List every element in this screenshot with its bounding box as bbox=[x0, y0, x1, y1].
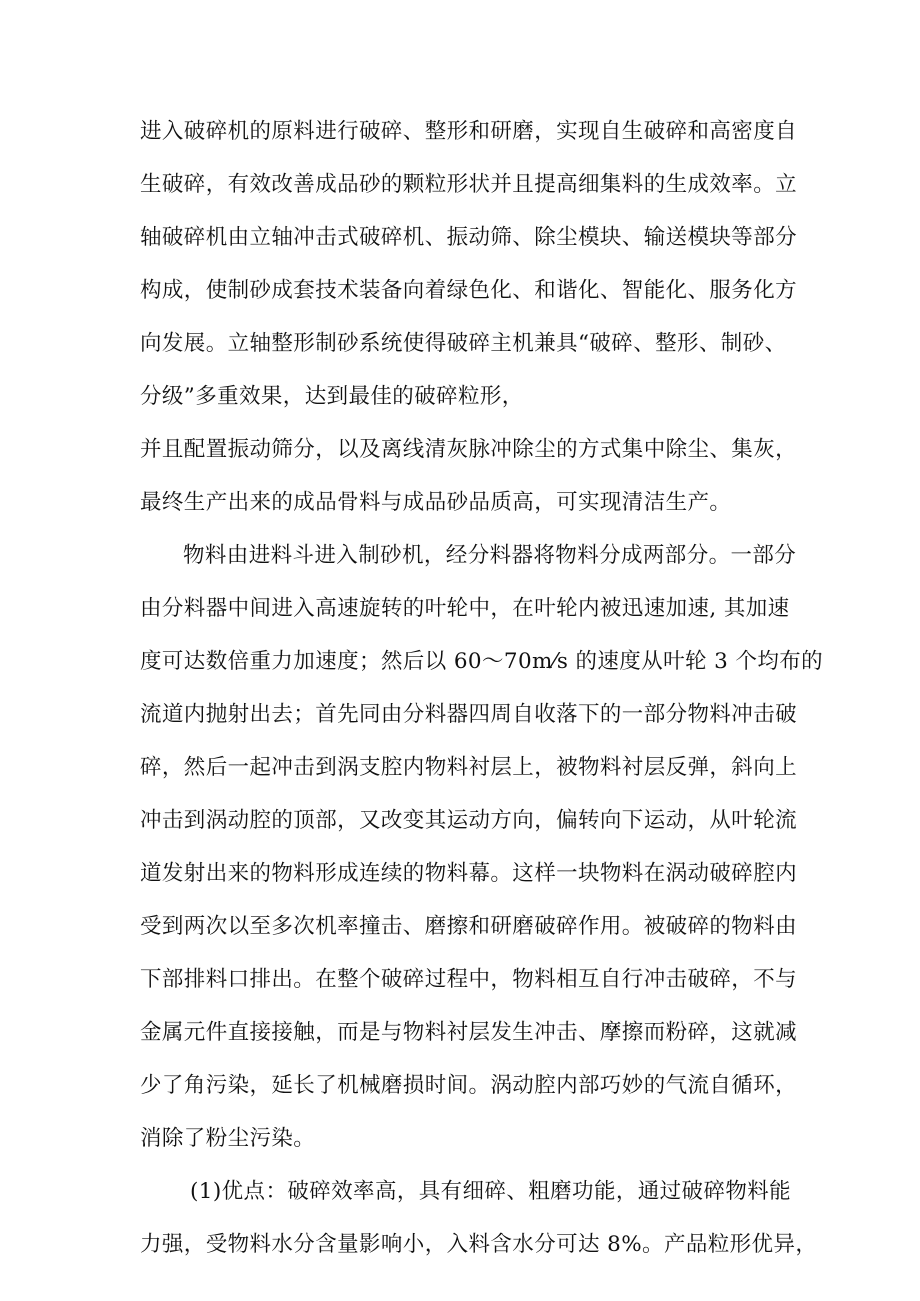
list-item-advantages: (1)优点：破碎效率高，具有细碎、粗磨功能，通过破碎物料能 bbox=[190, 1179, 792, 1204]
text-line: 冲击到涡动腔的顶部，又改变其运动方向，偏转向下运动，从叶轮流 bbox=[140, 808, 798, 833]
text-line: 进入破碎机的原料进行破碎、整形和研磨，实现自生破碎和高密度自 bbox=[140, 119, 798, 144]
text-line: 少了角污染，延长了机械磨损时间。涡动腔内部巧妙的气流自循环， bbox=[140, 1073, 798, 1098]
text-line: 金属元件直接接触，而是与物料衬层发生冲击、摩擦而粉碎，这就减 bbox=[140, 1020, 798, 1045]
text-line: 由分料器中间进入高速旋转的叶轮中，在叶轮内被迅速加速, 其加速 bbox=[140, 596, 790, 621]
text-line: 度可达数倍重力加速度；然后以 60～70m⁄s 的速度从叶轮 3 个均布的 bbox=[140, 649, 824, 674]
text-line: 道发射出来的物料形成连续的物料幕。这样一块物料在涡动破碎腔内 bbox=[140, 861, 798, 886]
text-line: 并且配置振动筛分，以及离线清灰脉冲除尘的方式集中除尘、集灰， bbox=[140, 437, 798, 462]
text-line: 轴破碎机由立轴冲击式破碎机、振动筛、除尘模块、输送模块等部分 bbox=[140, 225, 798, 250]
text-line: 碎，然后一起冲击到涡支腔内物料衬层上，被物料衬层反弹，斜向上 bbox=[140, 755, 798, 780]
text-line: 向发展。立轴整形制砂系统使得破碎主机兼具“破碎、整形、制砂、 bbox=[140, 331, 787, 356]
paragraph-first-line: 物料由进料斗进入制砂机，经分料器将物料分成两部分。一部分 bbox=[183, 543, 797, 568]
text-line: 力强，受物料水分含量影响小，入料含水分可达 8%。产品粒形优异， bbox=[140, 1232, 818, 1257]
text-line: 生破碎，有效改善成品砂的颗粒形状并且提高细集料的生成效率。立 bbox=[140, 172, 798, 197]
text-line: 消除了粉尘污染。 bbox=[140, 1126, 316, 1151]
text-line: 最终生产出来的成品骨料与成品砂品质高，可实现清洁生产。 bbox=[140, 490, 732, 515]
text-line: 受到两次以至多次机率撞击、磨擦和研磨破碎作用。被破碎的物料由 bbox=[140, 914, 798, 939]
text-line: 构成，使制砂成套技术装备向着绿色化、和谐化、智能化、服务化方 bbox=[140, 278, 798, 303]
text-line: 流道内抛射出去；首先同由分料器四周自收落下的一部分物料冲击破 bbox=[140, 702, 798, 727]
text-line: 分级”多重效果，达到最佳的破碎粒形， bbox=[140, 384, 524, 409]
text-line: 下部排料口排出。在整个破碎过程中，物料相互自行冲击破碎，不与 bbox=[140, 967, 798, 992]
